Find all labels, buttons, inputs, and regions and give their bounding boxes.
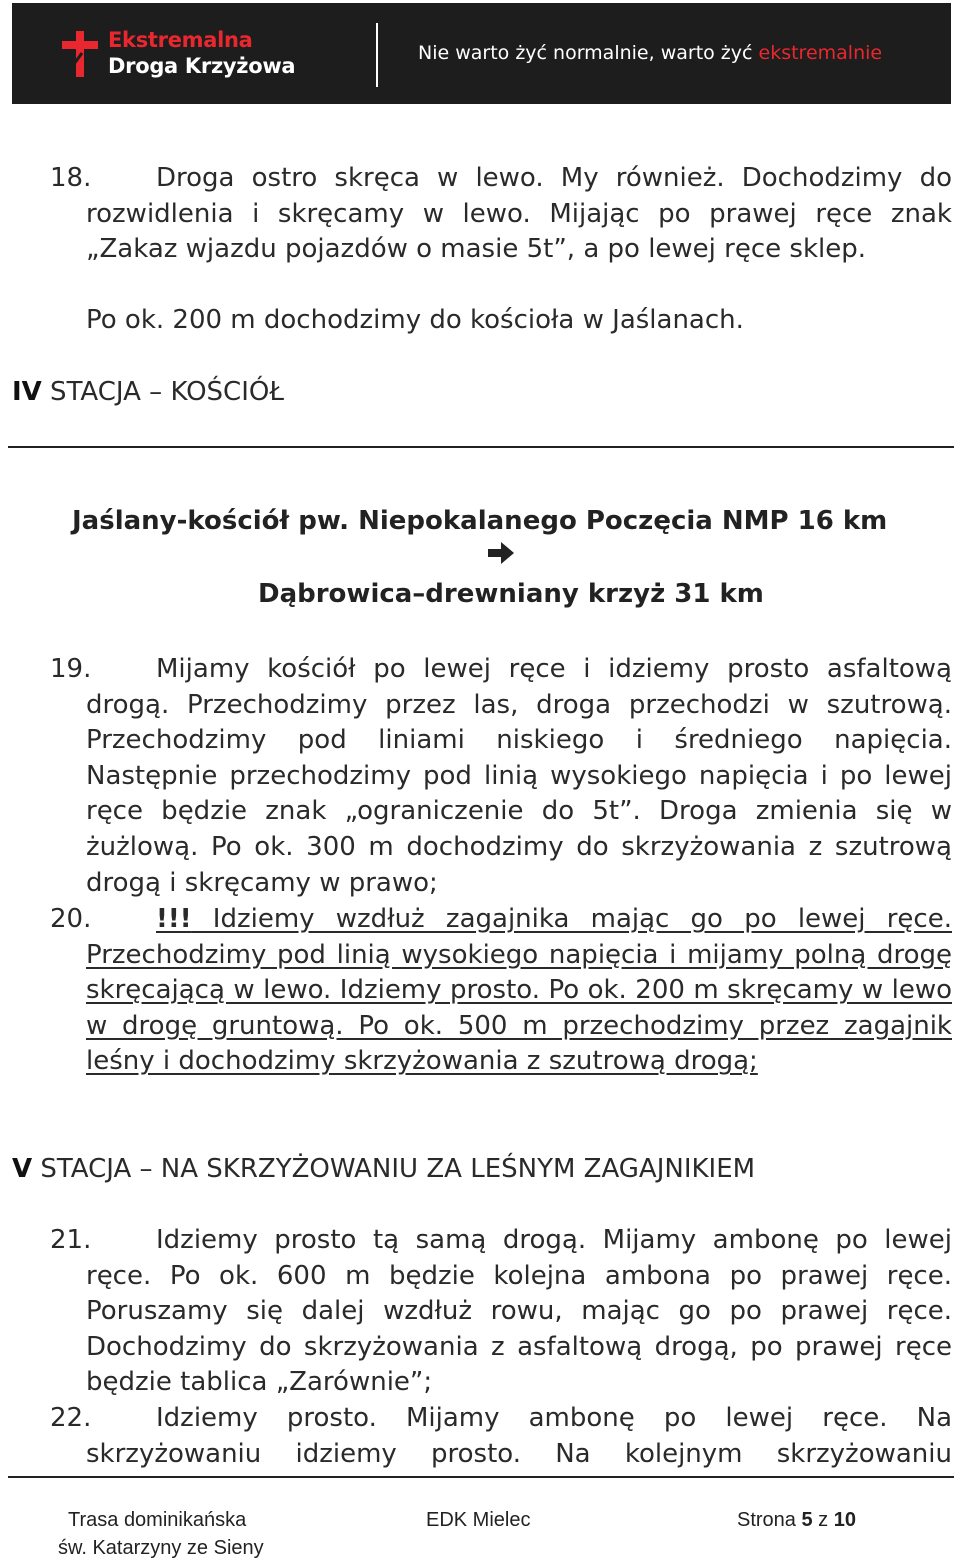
page-current: 5 xyxy=(801,1509,813,1531)
tagline-accent: ekstremalnie xyxy=(758,42,883,64)
item-21-body: Idziemy prosto tą samą drogą. Mijamy ambonę po lewej ręce. Po ok. 600 m będzie kolejna ambona po prawej ręce. Poruszamy się dalej wzdłuż rowu, mając go po prawej ręce. Dochodzimy do skrzyżowania z asfaltową drogą, po prawej ręce będzie tablica „Zarównie”; xyxy=(86,1225,952,1398)
logo-text-line2: Droga Krzyżowa xyxy=(108,54,296,78)
page-total: 10 xyxy=(833,1509,856,1531)
item-20-body: Idziemy wzdłuż zagajnika mając go po lewej ręce. Przechodzimy pod linią wysokiego napięcia i mijamy polną drogę skręcającą w lewo. Idziemy prosto. Po ok. 200 m skręcamy w lewo w drogę gruntową. Po ok. 500 m przechodzimy przez zagajnik leśny i dochodzimy skrzyżowania z szutrową drogą; xyxy=(86,904,952,1077)
item-20-bang: !!! xyxy=(156,904,192,934)
item-number-20: 20. xyxy=(50,904,92,934)
station-iv-heading xyxy=(12,374,284,410)
item-22-text xyxy=(86,1401,952,1472)
item-18-text xyxy=(86,161,952,268)
route-to: Dąbrowica–drewniany krzyż 31 km xyxy=(258,579,764,609)
tagline-main: Nie warto żyć normalnie, warto żyć xyxy=(418,42,759,64)
page-of: z xyxy=(812,1509,834,1531)
item-18-second: Po ok. 200 m dochodzimy do kościoła w Jaślanach. xyxy=(86,305,744,335)
station-v-numeral: V xyxy=(12,1154,33,1184)
logo-text-line1: Ekstremalna xyxy=(108,28,253,52)
route-from: Jaślany-kościół pw. Niepokalanego Poczęcia NMP 16 km xyxy=(72,506,888,536)
footer-route-line2: św. Katarzyny ze Sieny xyxy=(58,1537,264,1559)
item-22-body: Idziemy prosto. Mijamy ambonę po lewej ręce. Na skrzyżowaniu idziemy prosto. Na kolejnym skrzyżowaniu xyxy=(86,1403,952,1469)
footer-page-number xyxy=(737,1506,856,1534)
banner-divider xyxy=(376,23,378,87)
item-number-21: 21. xyxy=(50,1225,92,1255)
station-iv-numeral: IV xyxy=(12,377,42,407)
item-number-18: 18. xyxy=(50,163,92,193)
footer-route-line1: Trasa dominikańska xyxy=(68,1509,247,1531)
edk-logo xyxy=(62,27,322,83)
item-number-22: 22. xyxy=(50,1403,92,1433)
item-number-19: 19. xyxy=(50,654,92,684)
right-arrow-icon xyxy=(488,542,514,564)
footer-center: EDK Mielec xyxy=(426,1509,531,1531)
page-label: Strona xyxy=(737,1509,802,1531)
item-21-text xyxy=(86,1223,952,1401)
cross-logo-icon xyxy=(62,31,98,77)
station-v-title: STACJA – NA SKRZYŻOWANIU ZA LEŚNYM ZAGAJNIKIEM xyxy=(32,1154,756,1184)
item-19-text xyxy=(86,652,952,901)
item-20-text xyxy=(86,902,952,1080)
item-19-body: Mijamy kościół po lewej ręce i idziemy prosto asfaltową drogą. Przechodzimy przez las, droga przechodzi w szutrową. Przechodzimy pod liniami niskiego i średniego napięcia. Następnie przechodzimy pod linią wysokiego napięcia i po lewej ręce będzie znak „ograniczenie do 5t”. Droga zmienia się w żużlową. Po ok. 300 m dochodzimy do skrzyżowania z szutrową drogą i skręcamy w prawo; xyxy=(86,654,952,898)
station-v-heading xyxy=(12,1151,755,1187)
tagline xyxy=(418,42,882,64)
station-iv-title: STACJA – KOŚCIÓŁ xyxy=(41,377,284,407)
header-banner xyxy=(12,3,951,104)
footer-divider xyxy=(8,1476,954,1478)
item-18-first: Droga ostro skręca w lewo. My również. Dochodzimy do rozwidlenia i skręcamy w lewo. Mijając po prawej ręce znak „Zakaz wjazdu pojazdów o masie 5t”, a po lewej ręce sklep. xyxy=(86,163,952,265)
section-divider xyxy=(8,446,954,448)
